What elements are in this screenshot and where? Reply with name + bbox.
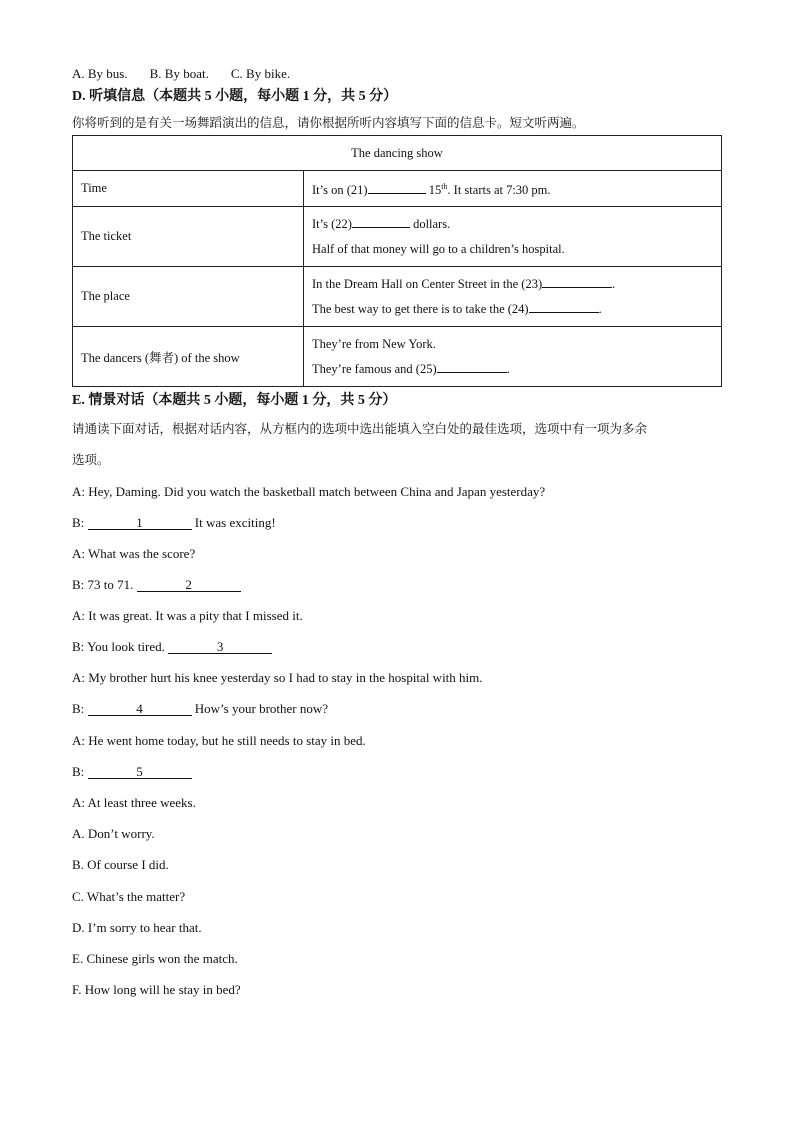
row-content: It’s (22) dollars. Half of that money will go to a children’s hospital. [304,207,722,267]
table-row-time [73,171,722,207]
info-card-table [72,135,722,387]
dialogue-line-2: B: 1 It was exciting! [72,515,276,530]
row-label: The dancers (舞者) of the show [73,327,304,387]
answer-option-a: A. Don’t worry. [72,826,155,841]
option-b: B. By boat. [149,66,209,81]
blank-21[interactable] [368,193,426,194]
section-e-instruction-line2: 选项。 [72,452,110,467]
option-a: A. By bus. [72,66,128,81]
dialogue-line-5: A: It was great. It was a pity that I missed it. [72,608,303,623]
row-content: It’s on (21) 15th. It starts at 7:30 pm. [304,171,722,207]
section-d-heading: D. 听填信息（本题共 5 小题，每小题 1 分，共 5 分） [72,89,398,104]
dialogue-line-4: B: 73 to 71. 2 [72,577,241,593]
table-row-place [73,267,722,327]
blank-24[interactable] [529,312,599,313]
row-label: The place [73,267,304,327]
dialogue-blank-4[interactable]: 4 [88,702,192,716]
option-c: C. By bike. [230,66,291,81]
blank-25[interactable] [437,372,507,373]
answer-option-b: B. Of course I did. [72,857,169,872]
section-e-instruction-line1: 请通读下面对话，根据对话内容，从方框内的选项中选出能填入空白处的最佳选项，选项中有一项为多余 [72,421,648,436]
dialogue-blank-5[interactable]: 5 [88,765,192,779]
row-content: They’re from New York. They’re famous and (25) . [304,327,722,387]
row-label: Time [73,171,304,207]
answer-option-d: D. I’m sorry to hear that. [72,920,202,935]
dialogue-line-9: A: He went home today, but he still needs to stay in bed. [72,733,366,748]
dialogue-blank-3[interactable]: 3 [168,640,272,654]
row-content: In the Dream Hall on Center Street in the (23) . The best way to get there is to take the (24) . [304,267,722,327]
answer-option-c: C. What’s the matter? [72,889,186,904]
previous-question-options [72,66,312,82]
answer-option-f: F. How long will he stay in bed? [72,982,241,997]
section-d-instruction: 你将听到的是有关一场舞蹈演出的信息，请你根据所听内容填写下面的信息卡。短文听两遍。 [72,115,585,130]
dialogue-line-1: A: Hey, Daming. Did you watch the basketball match between China and Japan yesterday? [72,484,546,499]
row-label: The ticket [73,207,304,267]
table-row-ticket [73,207,722,267]
dialogue-line-3: A: What was the score? [72,546,196,561]
table-row-dancers [73,327,722,387]
dialogue-line-7: A: My brother hurt his knee yesterday so I had to stay in the hospital with him. [72,670,483,685]
dialogue-line-11: A: At least three weeks. [72,795,196,810]
answer-option-e: E. Chinese girls won the match. [72,951,238,966]
dialogue-blank-1[interactable]: 1 [88,516,192,530]
table-title: The dancing show [73,136,722,171]
dialogue-line-8: B: 4 How’s your brother now? [72,701,329,716]
section-e-heading: E. 情景对话（本题共 5 小题，每小题 1 分，共 5 分） [72,393,397,408]
dialogue-line-6: B: You look tired. 3 [72,639,272,655]
dialogue-line-10: B: 5 [72,764,192,780]
dialogue-blank-2[interactable]: 2 [137,578,241,592]
blank-23[interactable] [542,287,612,288]
blank-22[interactable] [352,227,410,228]
